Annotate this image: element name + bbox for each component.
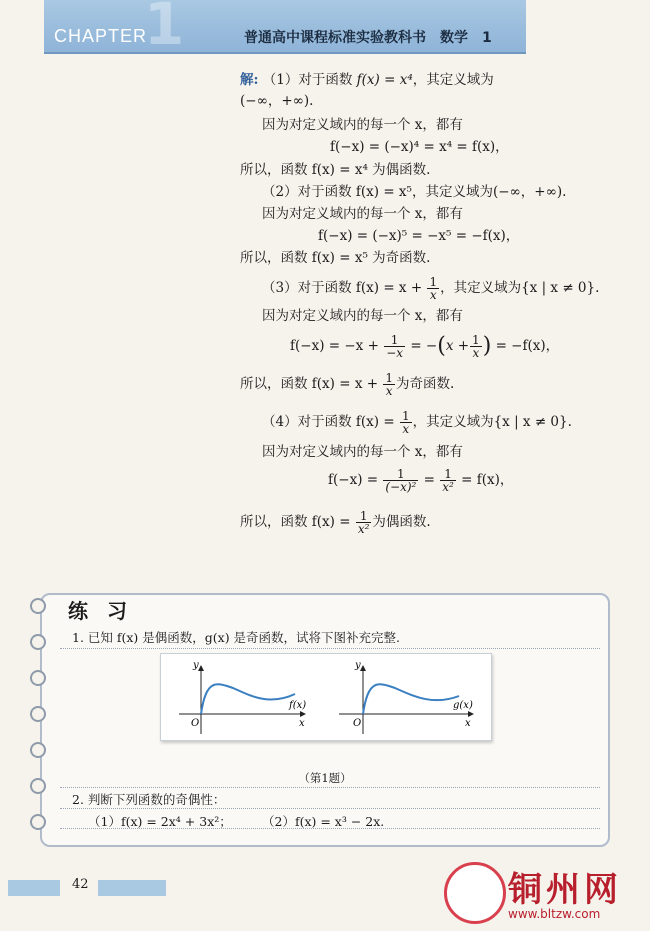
denominator: (−x)² — [385, 480, 417, 494]
numerator: 1 — [472, 333, 480, 347]
inner-x-plus: x + — [445, 338, 470, 354]
numerator: 1 — [429, 275, 438, 289]
p3-eq-b: = − — [410, 338, 438, 354]
p4-equation — [328, 468, 650, 493]
denominator: −x — [386, 346, 404, 360]
fraction-one-over-x-p4 — [400, 410, 412, 435]
binder-ring — [30, 598, 46, 614]
x-label: x — [465, 718, 471, 729]
binder-ring — [30, 670, 46, 686]
book-title: 普通高中课程标准实验教科书 数学 1 — [244, 30, 492, 46]
p3-concl-a: 所以，函数 f(x) = x + — [240, 376, 379, 392]
y-label: y — [355, 660, 361, 671]
chapter-label: CHAPTER — [54, 26, 148, 46]
p2-because: 因为对定义域内的每一个 x，都有 — [262, 206, 463, 222]
p3-eq-c: = −f(x)， — [495, 338, 560, 354]
p3-conclusion — [240, 372, 620, 397]
fraction-one-over-neg-x — [384, 334, 405, 359]
p3-eq-a: f(−x) = −x + — [290, 338, 379, 354]
right-paren: ) — [482, 333, 492, 359]
p1-equation: f(−x) = (−x)⁴ = x⁴ = f(x)， — [330, 139, 509, 155]
x-label: x — [299, 718, 305, 729]
ruled-line — [60, 808, 600, 809]
numerator: 1 — [440, 468, 456, 481]
p1-function: f(x) = x⁴ — [356, 72, 413, 88]
fraction-one-over-x-squared — [440, 468, 456, 493]
question-1: 1. 已知 f(x) 是偶函数，g(x) 是奇函数，试将下图补充完整. — [72, 630, 401, 645]
p2-conclusion: 所以，函数 f(x) = x⁵ 为奇函数. — [240, 250, 431, 266]
solution-heading: 解: — [240, 72, 259, 88]
binder-ring — [30, 814, 46, 830]
denominator: x — [472, 346, 480, 360]
p4-eq-c: = f(x)， — [461, 472, 514, 488]
p4-intro — [262, 410, 642, 435]
fraction-one-over-x — [427, 276, 439, 301]
p4-concl-b: 为偶函数. — [372, 514, 431, 530]
p4-intro-a: （4）对于函数 f(x) = — [262, 414, 395, 430]
fraction-one-over-x-concl — [383, 372, 395, 397]
question-2-part-1: （1）f(x) = 2x⁴ + 3x²； — [88, 814, 232, 829]
curve-label: g(x) — [453, 700, 473, 711]
question-2: 2. 判断下列函数的奇偶性： — [72, 792, 226, 807]
fraction-one-over-negx-squared — [383, 468, 418, 493]
ruled-line — [60, 787, 600, 788]
denominator: x — [402, 422, 410, 436]
ruled-line — [60, 648, 600, 649]
y-label: y — [193, 660, 199, 671]
p3-intro — [262, 276, 642, 301]
p4-because: 因为对定义域内的每一个 x，都有 — [262, 444, 463, 460]
p3-intro-b: ，其定义域为{x | x ≠ 0}. — [440, 280, 600, 296]
numerator: 1 — [383, 468, 418, 481]
g-curve — [363, 684, 459, 714]
p4-eq-a: f(−x) = — [328, 472, 379, 488]
footer-bar — [8, 880, 60, 896]
page-number: 42 — [72, 877, 89, 892]
footer-bar — [98, 880, 166, 896]
p2-equation: f(−x) = (−x)⁵ = −x⁵ = −f(x)， — [318, 228, 520, 244]
left-paren: ( — [437, 333, 446, 359]
binder-ring — [30, 634, 46, 650]
function-graphs — [161, 654, 491, 740]
p4-intro-b: ，其定义域为{x | x ≠ 0}. — [412, 414, 572, 430]
site-url: www.bltzw.com — [508, 907, 601, 921]
p4-conclusion — [240, 510, 620, 535]
numerator: 1 — [401, 409, 410, 423]
figure-caption: （第1题） — [298, 771, 352, 785]
p1-domain-value: (−∞，+∞). — [240, 93, 314, 109]
denominator: x² — [442, 480, 454, 494]
fraction-one-over-x-squared-concl — [356, 510, 372, 535]
exercise-title: 练 习 — [68, 599, 133, 623]
chapter-number-watermark: 1 — [144, 0, 185, 58]
p3-because: 因为对定义域内的每一个 x，都有 — [262, 308, 463, 324]
site-logo-icon — [444, 862, 506, 924]
f-curve — [201, 684, 295, 714]
p1-domain-text: ，其定义域为 — [412, 72, 494, 88]
p1-because: 因为对定义域内的每一个 x，都有 — [262, 117, 463, 133]
p1-conclusion: 所以，函数 f(x) = x⁴ 为偶函数. — [240, 162, 431, 178]
fraction-one-over-x-inner — [470, 334, 482, 359]
denominator: x² — [357, 522, 370, 536]
numerator: 1 — [356, 510, 372, 523]
p3-equation — [290, 334, 650, 359]
origin-label: O — [353, 718, 362, 729]
p1-intro: （1）对于函数 — [262, 72, 353, 88]
graph-frame — [160, 653, 492, 741]
solution-line-1 — [240, 70, 620, 90]
p2-intro: （2）对于函数 f(x) = x⁵，其定义域为(−∞，+∞). — [262, 184, 567, 200]
origin-label: O — [191, 718, 200, 729]
numerator: 1 — [384, 334, 405, 347]
p3-intro-a: （3）对于函数 f(x) = x + — [262, 280, 423, 296]
question-2-part-2: （2）f(x) = x³ − 2x. — [262, 814, 385, 829]
p3-concl-b: 为奇函数. — [395, 376, 455, 392]
chapter-banner — [44, 0, 526, 58]
curve-label: f(x) — [289, 700, 307, 711]
denominator: x — [385, 384, 393, 398]
p4-eq-b: = — [423, 472, 435, 488]
site-logo-text: 铜州网 — [508, 870, 622, 910]
p4-concl-a: 所以，函数 f(x) = — [240, 514, 351, 530]
denominator: x — [429, 288, 437, 302]
binder-ring — [30, 742, 46, 758]
binder-ring — [30, 706, 46, 722]
numerator: 1 — [385, 371, 393, 385]
